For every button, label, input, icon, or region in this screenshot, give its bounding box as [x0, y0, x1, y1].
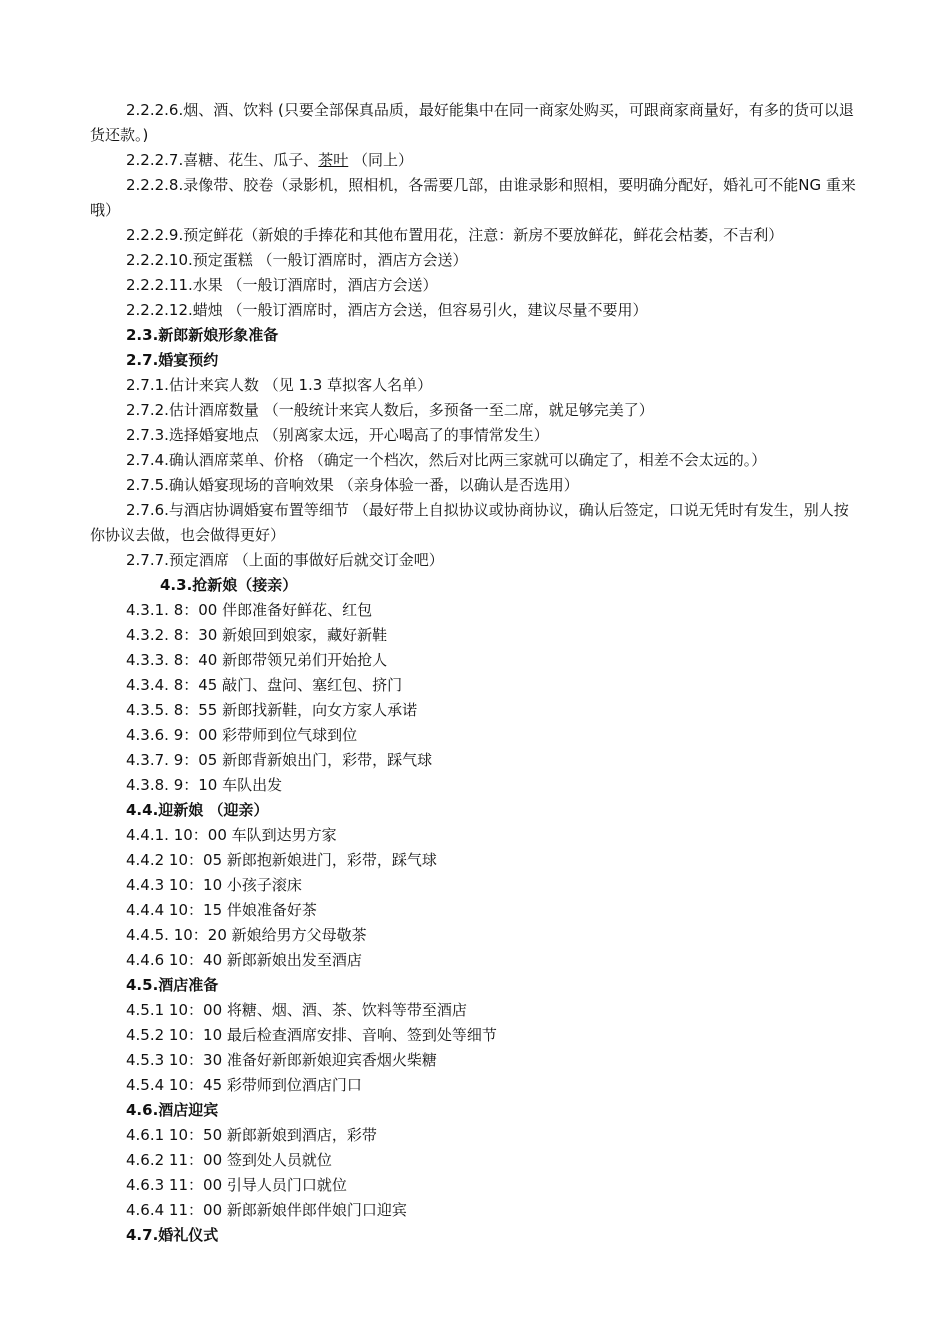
item-2-7-2: 2.7.2.估计酒席数量 （一般统计来宾人数后，多预备一至二席，就足够完美了） [126, 401, 654, 419]
heading-4-6: 4.6.酒店迎宾 [126, 1101, 219, 1119]
heading-4-4: 4.4.迎新娘 （迎亲） [126, 801, 269, 819]
item-4-5-3: 4.5.3 10：30 准备好新郎新娘迎宾香烟火柴糖 [126, 1051, 437, 1069]
item-4-5-2: 4.5.2 10：10 最后检查酒席安排、音响、签到处等细节 [126, 1026, 497, 1044]
item-2-2-2-12: 2.2.2.12.蜡烛 （一般订酒席时，酒店方会送，但容易引火，建议尽量不要用） [126, 301, 648, 319]
item-4-3-8: 4.3.8. 9：10 车队出发 [126, 776, 283, 794]
item-2-2-2-11: 2.2.2.11.水果 （一般订酒席时，酒店方会送） [126, 276, 438, 294]
item-4-6-1: 4.6.1 10：50 新郎新娘到酒店，彩带 [126, 1126, 377, 1144]
item-4-4-2: 4.4.2 10：05 新郎抱新娘进门，彩带，踩气球 [126, 851, 437, 869]
item-4-4-6: 4.4.6 10：40 新郎新娘出发至酒店 [126, 951, 362, 969]
item-4-3-4: 4.3.4. 8：45 敲门、盘问、塞红包、挤门 [126, 676, 403, 694]
item-4-3-7: 4.3.7. 9：05 新郎背新娘出门，彩带，踩气球 [126, 751, 433, 769]
item-4-3-6: 4.3.6. 9：00 彩带师到位气球到位 [126, 726, 358, 744]
item-4-3-1: 4.3.1. 8：00 伴郎准备好鲜花、红包 [126, 601, 373, 619]
item-4-5-4: 4.5.4 10：45 彩带师到位酒店门口 [126, 1076, 362, 1094]
item-4-3-2: 4.3.2. 8：30 新娘回到娘家，藏好新鞋 [126, 626, 388, 644]
item-4-4-1: 4.4.1. 10：00 车队到达男方家 [126, 826, 337, 844]
item-4-3-3: 4.3.3. 8：40 新郎带领兄弟们开始抢人 [126, 651, 388, 669]
heading-4-7: 4.7.婚礼仪式 [126, 1226, 219, 1244]
item-4-6-3: 4.6.3 11：00 引导人员门口就位 [126, 1176, 347, 1194]
item-2-7-5: 2.7.5.确认婚宴现场的音响效果 （亲身体验一番，以确认是否选用） [126, 476, 579, 494]
heading-2-7: 2.7.婚宴预约 [126, 351, 219, 369]
item-2-2-2-10: 2.2.2.10.预定蛋糕 （一般订酒席时，酒店方会送） [126, 251, 468, 269]
item-2-2-2-7-note: （同上） [353, 151, 414, 169]
item-2-7-7: 2.7.7.预定酒席 （上面的事做好后就交订金吧） [126, 551, 444, 569]
item-2-7-4: 2.7.4.确认酒席菜单、价格 （确定一个档次，然后对比两三家就可以确定了，相差不会太远的。） [126, 451, 767, 469]
item-4-6-2: 4.6.2 11：00 签到处人员就位 [126, 1151, 332, 1169]
item-2-2-2-8: 2.2.2.8.录像带、胶卷（录影机，照相机，各需要几部，由谁录影和照相，要明确分配好，婚礼可不能NG 重来哦） [90, 176, 856, 219]
heading-2-3: 2.3.新郎新娘形象准备 [126, 326, 279, 344]
item-2-7-6: 2.7.6.与酒店协调婚宴布置等细节 （最好带上自拟协议或协商协议，确认后签定，口说无凭时有发生，别人按你协议去做，也会做得更好） [90, 501, 849, 544]
heading-4-5: 4.5.酒店准备 [126, 976, 219, 994]
item-2-2-2-7 [126, 148, 413, 173]
item-4-5-1: 4.5.1 10：00 将糖、烟、酒、茶、饮料等带至酒店 [126, 1001, 467, 1019]
item-2-2-2-9: 2.2.2.9.预定鲜花（新娘的手捧花和其他布置用花，注意：新房不要放鲜花，鲜花会枯萎，不吉利） [126, 226, 784, 244]
item-2-7-3: 2.7.3.选择婚宴地点 （别离家太远，开心喝高了的事情常发生） [126, 426, 549, 444]
item-4-4-5: 4.4.5. 10：20 新娘给男方父母敬茶 [126, 926, 367, 944]
tea-link-text: 茶叶 [318, 151, 349, 169]
item-2-7-1: 2.7.1.估计来宾人数 （见 1.3 草拟客人名单） [126, 376, 433, 394]
item-4-3-5: 4.3.5. 8：55 新郎找新鞋，向女方家人承诺 [126, 701, 418, 719]
heading-4-3: 4.3.抢新娘（接亲） [160, 576, 298, 594]
item-2-2-2-7-text: 2.2.2.7.喜糖、花生、瓜子、 [126, 151, 319, 169]
item-4-4-4: 4.4.4 10：15 伴娘准备好茶 [126, 901, 317, 919]
item-2-2-2-6: 2.2.2.6.烟、酒、饮料 (只要全部保真品质，最好能集中在同一商家处购买，可跟商家商量好，有多的货可以退货还款。) [90, 101, 854, 144]
item-4-6-4: 4.6.4 11：00 新郎新娘伴郎伴娘门口迎宾 [126, 1201, 407, 1219]
item-4-4-3: 4.4.3 10：10 小孩子滚床 [126, 876, 302, 894]
